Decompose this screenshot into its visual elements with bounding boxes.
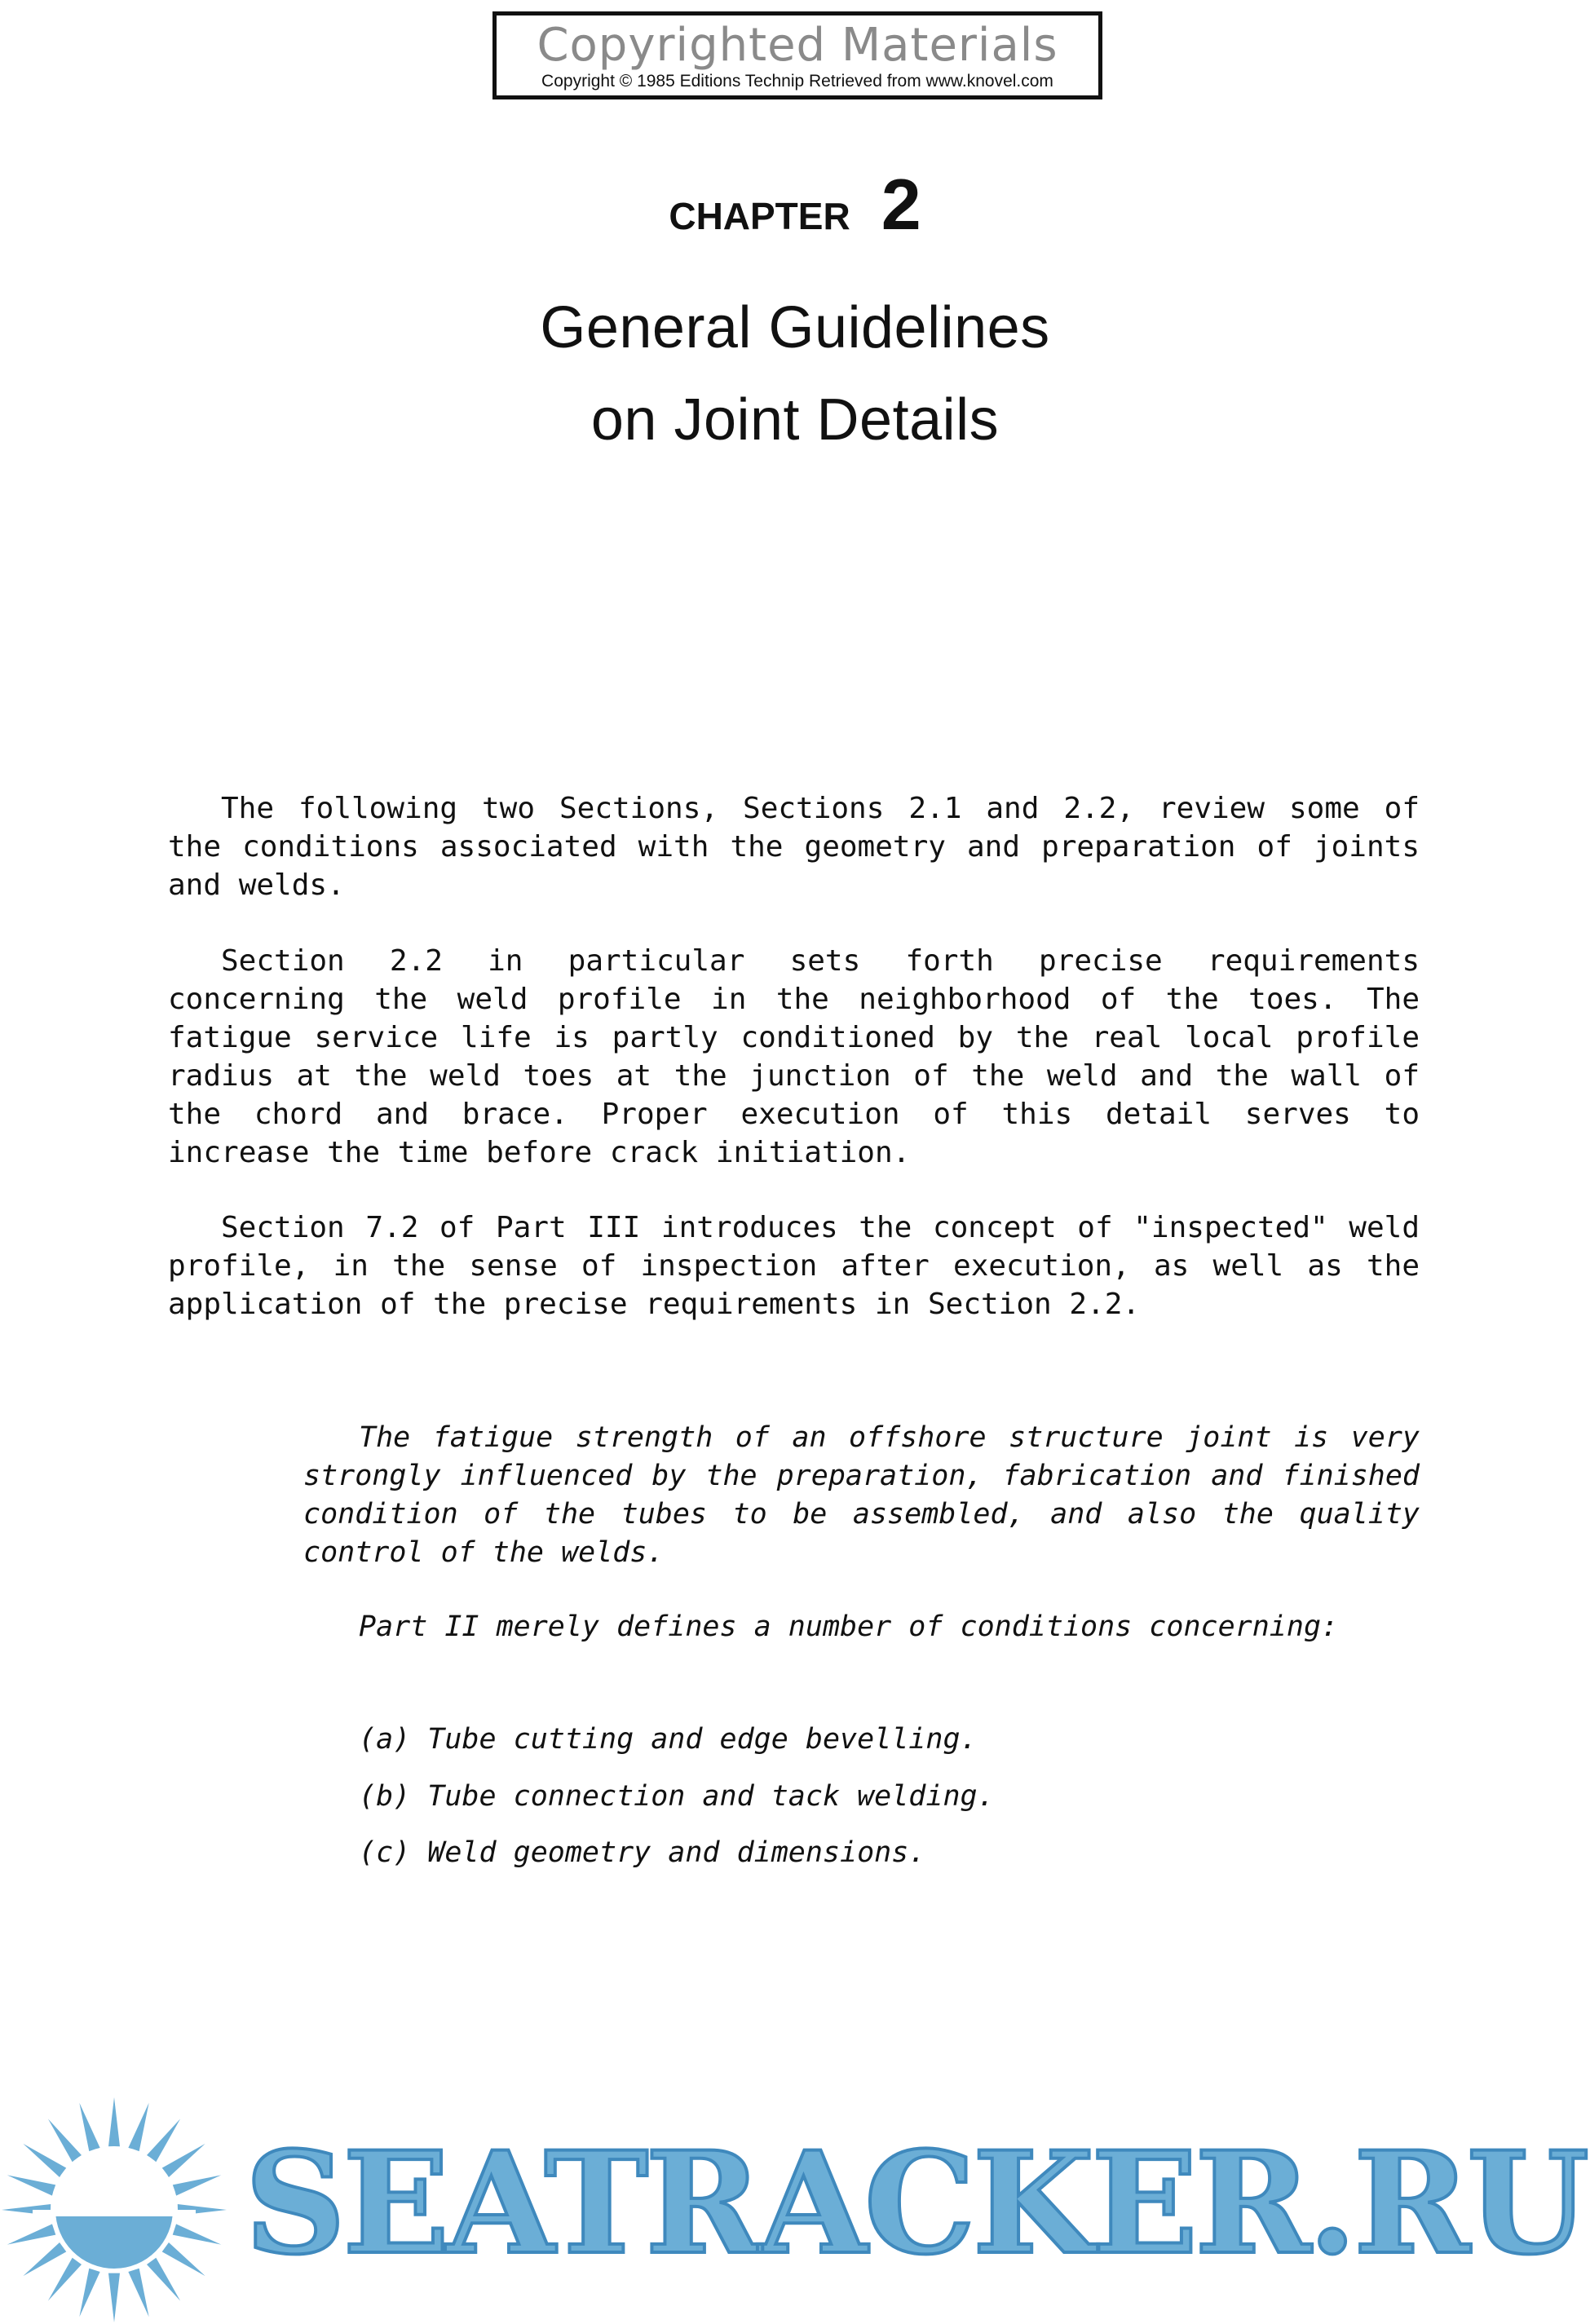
watermark [0,2088,1590,2324]
copyright-line: Copyright © 1985 Editions Technip Retrieved from www.knovel.com [541,72,1053,91]
paragraph-text: Section 7.2 of Part III introduces the concept of "inspected" weld profile, in the sense of inspection after execution, as well as the application of the precise requirements in Section 2.2. [168,1211,1420,1321]
sun-ray [173,2224,222,2244]
italic-paragraph [303,1608,1420,1646]
watermark-text: SEATRACKER.RU [245,2120,1586,2286]
sun-ray [79,2103,99,2152]
sun-ray [128,2103,148,2152]
sun-ray [79,2269,99,2317]
copyright-title: Copyrighted Materials [537,19,1058,72]
chapter-title-line2: on Joint Details [590,387,1000,453]
sun-ray [128,2269,148,2317]
italic-paragraph [303,1419,1420,1572]
chapter-title-line1: General Guidelines [540,295,1050,360]
paragraph [168,789,1420,904]
chapter-label: CHAPTER [669,195,850,237]
copyright-notice [492,11,1102,99]
list-item: (b) Tube connection and tack welding. [359,1780,995,1813]
sun-ray [48,2119,82,2162]
sun-ray [23,2144,66,2177]
chapter-heading [0,163,1590,246]
sun-ray [23,2242,66,2276]
chapter-number: 2 [881,164,921,245]
paragraph-text: The following two Sections, Sections 2.1 and 2.2, review some of the conditions associated with the geometry and preparation of joints and welds. [168,792,1420,902]
sun-ray [7,2224,56,2244]
paragraph [168,942,1420,1172]
sun-ray [162,2242,205,2276]
sun-ray [173,2175,222,2195]
italic-paragraph-text: The fatigue strength of an offshore structure joint is very strongly influenced by the preparation, fabrication and finished condition of the tubes to be assembled, and also the quality control of the welds. [303,1421,1420,1569]
sun-ray [108,2097,120,2146]
sun-ray [147,2258,180,2301]
sun-ray [147,2119,180,2162]
list-item: (a) Tube cutting and edge bevelling. [359,1723,978,1756]
paragraph [168,1208,1420,1323]
list-item: (c) Weld geometry and dimensions. [359,1836,926,1869]
italic-paragraph-text: Part II merely defines a number of conditions concerning: [359,1610,1339,1643]
sun-ray [48,2258,82,2301]
sun-ray [162,2144,205,2177]
sun-ray [7,2175,56,2195]
sun-ray [108,2273,120,2322]
paragraph-text: Section 2.2 in particular sets forth precise requirements concerning the weld profile in the neighborhood of the toes. The fatigue service life is partly conditioned by the real local profile radius at the weld toes at the junction of the weld and the wall of the chord and brace. Proper execution of this detail serves to increase the time before crack initiation. [168,944,1420,1169]
sun-logo-icon [0,2088,245,2324]
